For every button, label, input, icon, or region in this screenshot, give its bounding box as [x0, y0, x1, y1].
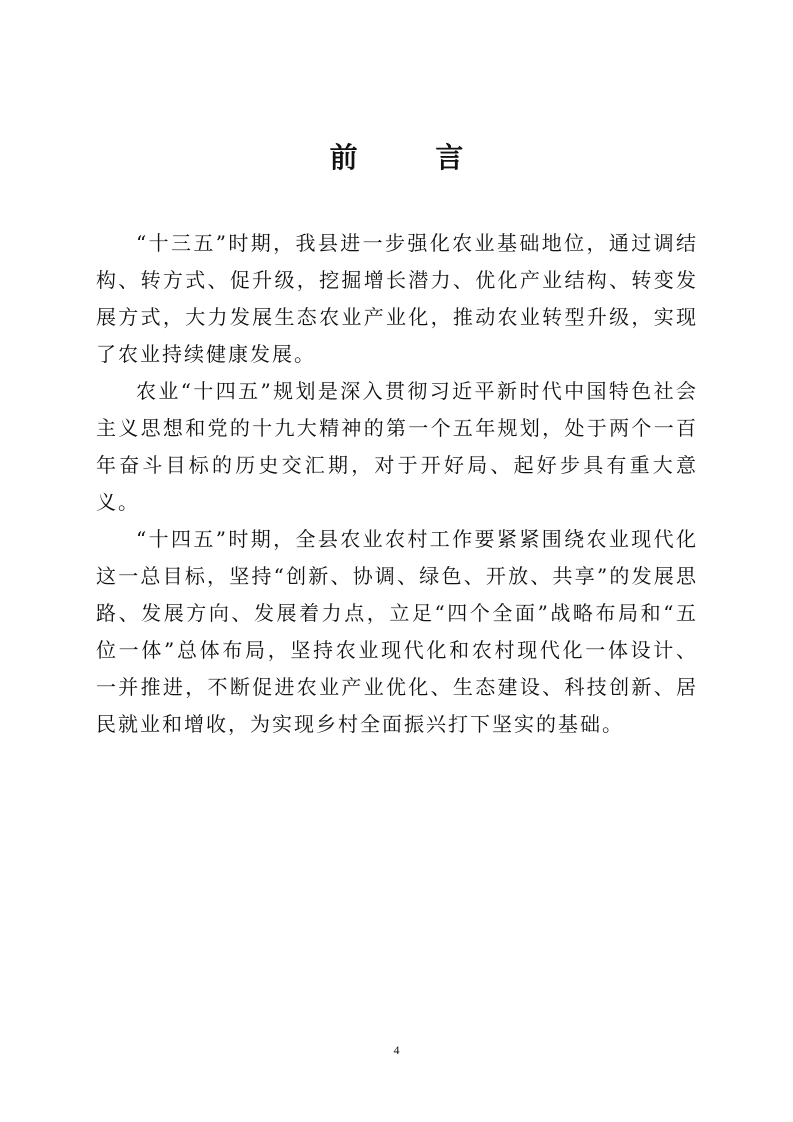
paragraph-2: 农业“十四五”规划是深入贯彻习近平新时代中国特色社会主义思想和党的十九大精神的第一个五年规划，处于两个一百年奋斗目标的历史交汇期，对于开好局、起好步具有重大意义。 — [96, 379, 698, 514]
paragraph-1: “十三五”时期，我县进一步强化农业基础地位，通过调结构、转方式、促升级，挖掘增长潜力、优化产业结构、转变发展方式，大力发展生态农业产业化，推动农业转型升级，实现了农业持续健康发展。 — [96, 231, 698, 366]
paragraph-3: “十四五”时期，全县农业农村工作要紧紧围绕农业现代化这一总目标，坚持“创新、协调、绿色、开放、共享”的发展思路、发展方向、发展着力点，立足“四个全面”战略布局和“五位一体”总体布局，坚持农业现代化和农村现代化一体设计、一并推进，不断促进农业产业优化、生态建设、科技创新、居民就业和增收，为实现乡村全面振兴打下坚实的基础。 — [96, 527, 698, 736]
page-title: 前 言 — [329, 141, 498, 174]
page-number: 4 — [393, 1043, 400, 1057]
document-body — [96, 225, 698, 743]
